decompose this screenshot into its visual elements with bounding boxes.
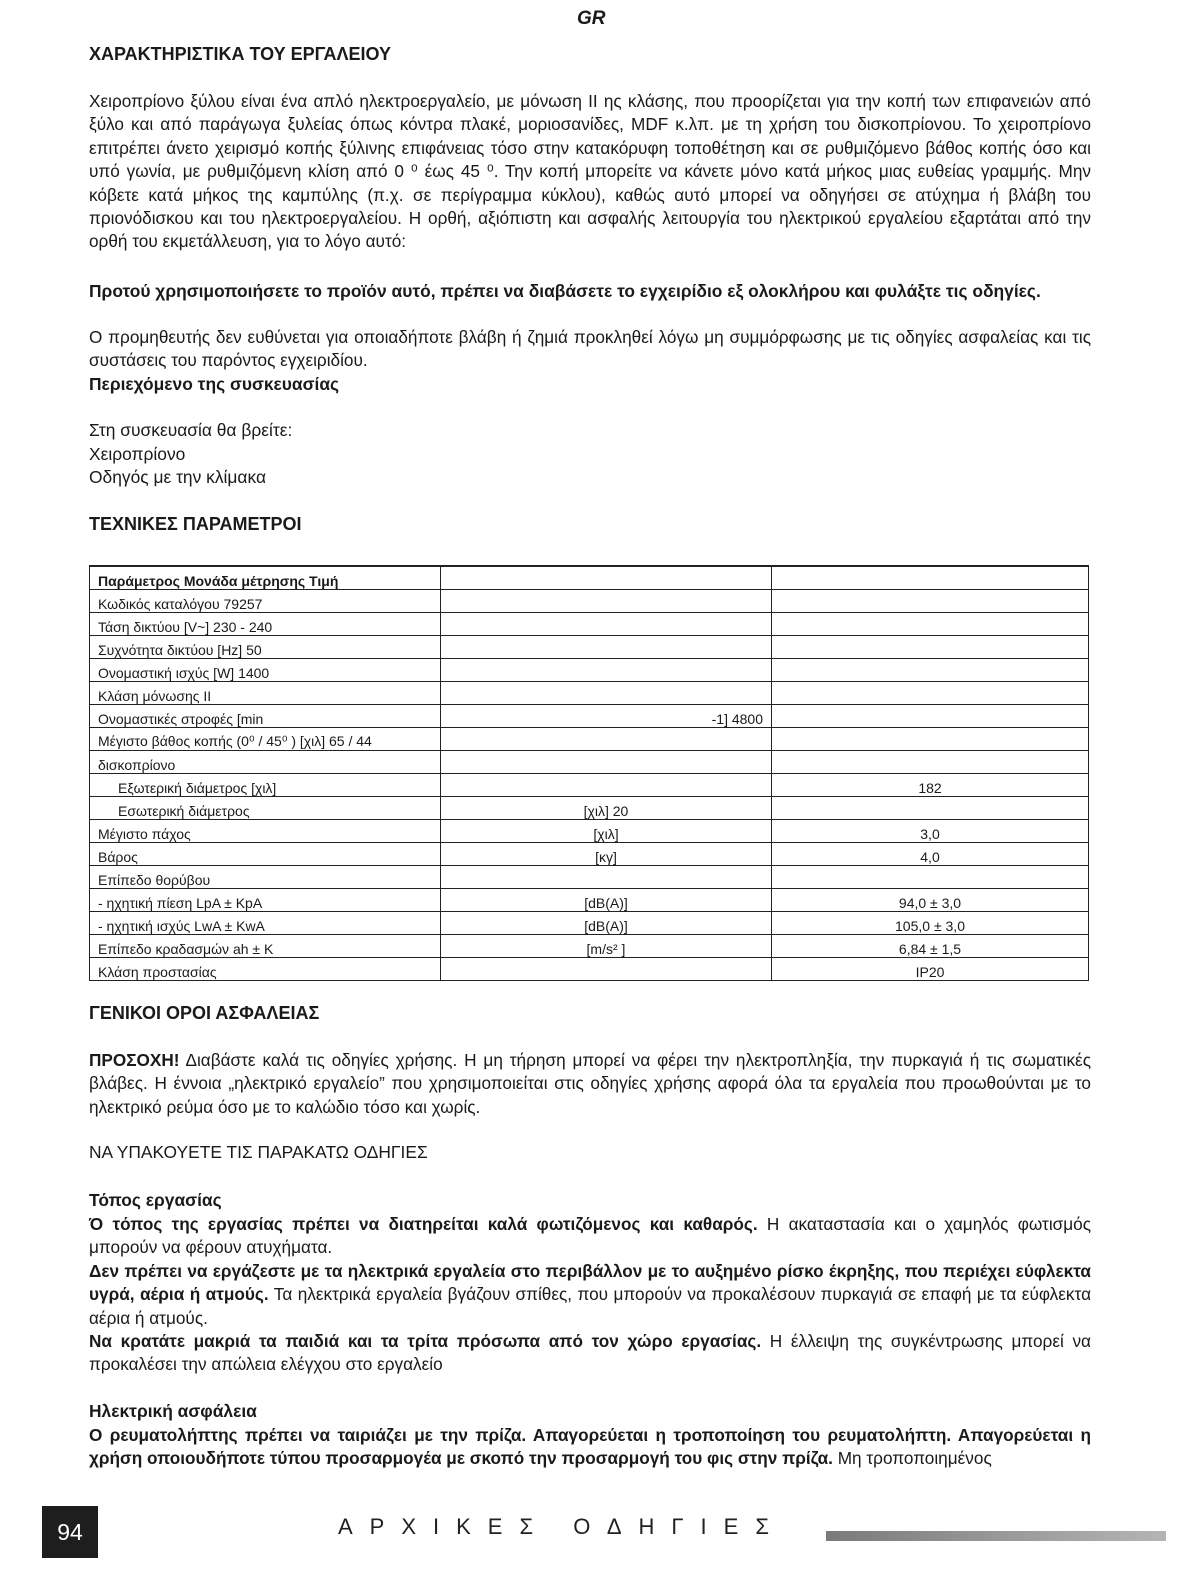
table-cell: 182 xyxy=(772,774,1089,797)
table-cell xyxy=(772,566,1089,590)
table-cell xyxy=(772,797,1089,820)
table-row xyxy=(90,613,1089,636)
table-cell xyxy=(441,659,772,682)
table-cell xyxy=(441,636,772,659)
table-cell: Συχνότητα δικτύου [Hz] 50 xyxy=(90,636,441,659)
electric-safety-title: Ηλεκτρική ασφάλεια xyxy=(89,1401,257,1421)
attention-text: Διαβάστε καλά τις οδηγίες χρήσης. Η μη τήρηση μπορεί να φέρει την ηλεκτροπληξία, την πυρκαγιά ή τις σωματικές βλάβες. Η έννοια „ηλεκτρικό εργαλείο” που χρησιμοποιείται στις οδηγίες χρήσης αφορά όλα τα εργαλεία που προωθούνται με το ηλεκτρικό ρεύμα όσο με το καλώδιο τόσο και χωρίς. xyxy=(89,1050,1091,1117)
section-title-characteristics: ΧΑΡΑΚΤΗΡΙΣΤΙΚΑ ΤΟΥ ΕΡΓΑΛΕΙΟΥ xyxy=(89,44,392,64)
table-cell: -1] 4800 xyxy=(441,705,772,728)
tech-params-title: ΤΕΧΝΙΚΕΣ ΠΑΡΑΜΕΤΡΟΙ xyxy=(89,514,302,534)
table-cell: δισκοπρίονο xyxy=(90,751,441,774)
table-cell: Μέγιστο βάθος κοπής (0⁰ / 45⁰ ) [χιλ] 65 / 44 xyxy=(90,728,441,751)
language-code: GR xyxy=(577,8,606,29)
workplace-rule xyxy=(89,1213,1091,1260)
table-cell xyxy=(772,613,1089,636)
description-text: Χειροπρίονο ξύλου είναι ένα απλό ηλεκτροεργαλείο, με μόνωση II ης κλάσης, που προορίζεται για την κοπή των επιφανειών από ξύλο και από παράγωγα ξυλείας όπως κόντρα πλακέ, μοριοσανίδες, MDF κ.λπ. με τη χρήση του δισκοπρίονου. Το χειροπρίονο επιτρέπει άνετο χειρισμό κοπής ξύλινης επιφάνειας τόσο στην κατακόρυφη τοποθέτηση και σε ρυθμιζόμενο βάθος κοπής όσο και υπό γωνία, με ρυθμιζόμενη κλίση από 0 ⁰ έως 45 ⁰. Την κοπή μπορείτε να κάνετε μόνο κατά μήκος μιας ευθείας γραμμής. Μην κόβετε κατά μήκος της καμπύλης (π.χ. σε περίγραμμα κύκλου), καθώς αυτό μπορεί να οδηγήσει σε ατύχημα ή βλάβη του πριονόδισκου και του ηλεκτροεργαλείου. Η ορθή, αξιόπιστη και ασφαλής λειτουργία του ηλεκτρικού εργαλείου εξαρτάται από την ορθή του εκμετάλλευση, για το λόγο αυτό: xyxy=(89,91,1091,252)
table-row xyxy=(90,774,1089,797)
table-cell: Παράμετρος Μονάδα μέτρησης Τιμή xyxy=(90,566,441,590)
table-row xyxy=(90,797,1089,820)
table-row xyxy=(90,566,1089,590)
page-number: 94 xyxy=(42,1506,98,1558)
table-cell: - ηχητική ισχύς LwA ± KwA xyxy=(90,912,441,935)
table-cell xyxy=(772,705,1089,728)
table-cell: IP20 xyxy=(772,958,1089,981)
table-cell: 105,0 ± 3,0 xyxy=(772,912,1089,935)
table-cell xyxy=(441,866,772,889)
table-row xyxy=(90,705,1089,728)
rule-text: Η ακαταστασία και ο χαμηλός φωτισμός μπορούν να φέρουν ατυχήματα. xyxy=(89,1214,1091,1258)
table-row xyxy=(90,935,1089,958)
tech-params-table xyxy=(89,565,1089,981)
table-cell xyxy=(772,659,1089,682)
obey-instructions: ΝΑ ΥΠΑΚΟΥΕΤΕ ΤΙΣ ΠΑΡΑΚΑΤΩ ΟΔΗΓΙΕΣ xyxy=(89,1142,428,1162)
table-row xyxy=(90,912,1089,935)
rule-bold: Να κρατάτε μακριά τα παιδιά και τα τρίτα πρόσωπα από τον χώρο εργασίας. xyxy=(89,1331,762,1352)
table-row xyxy=(90,820,1089,843)
footer-title: ΑΡΧΙΚΕΣ ΟΔΗΓΙΕΣ xyxy=(338,1514,786,1539)
table-row xyxy=(90,889,1089,912)
table-cell: [χιλ] 20 xyxy=(441,797,772,820)
electric-safety-rules xyxy=(89,1424,1091,1471)
table-cell xyxy=(441,728,772,751)
table-cell: Εσωτερική διάμετρος xyxy=(90,797,441,820)
table-cell: Ονομαστικές στροφές [min xyxy=(90,705,441,728)
table-cell: Μέγιστο πάχος xyxy=(90,820,441,843)
table-row xyxy=(90,590,1089,613)
table-cell: [dB(A)] xyxy=(441,912,772,935)
rule-text: Η έλλειψη της συγκέντρωσης μπορεί να προκαλέσει την απώλεια ελέγχου στο εργαλείο xyxy=(89,1331,1091,1375)
workplace-rule xyxy=(89,1330,1091,1377)
table-cell: [dB(A)] xyxy=(441,889,772,912)
table-cell: 4,0 xyxy=(772,843,1089,866)
table-cell xyxy=(772,682,1089,705)
table-cell: Κλάση μόνωσης II xyxy=(90,682,441,705)
workplace-rules xyxy=(89,1213,1091,1377)
table-row xyxy=(90,728,1089,751)
table-cell: [κγ] xyxy=(441,843,772,866)
table-row xyxy=(90,866,1089,889)
table-cell xyxy=(441,958,772,981)
table-cell xyxy=(441,566,772,590)
table-row xyxy=(90,958,1089,981)
rule-text: Τα ηλεκτρικά εργαλεία βγάζουν σπίθες, που μπορούν να προκαλέσουν πυρκαγιά σε επαφή με τα εύφλεκτα αέρια ή ατμούς. xyxy=(89,1284,1092,1328)
table-cell: Εξωτερική διάμετρος [χιλ] xyxy=(90,774,441,797)
table-cell: Επίπεδο θορύβου xyxy=(90,866,441,889)
table-cell: Κλάση προστασίας xyxy=(90,958,441,981)
table-row xyxy=(90,751,1089,774)
footer-bar xyxy=(826,1531,1166,1541)
table-cell xyxy=(441,613,772,636)
workplace-rule xyxy=(89,1260,1091,1330)
attention-label: ΠΡΟΣΟΧΗ! xyxy=(89,1050,180,1070)
table-cell: [χιλ] xyxy=(441,820,772,843)
rule-bold: Ο ρευματολήπτης πρέπει να ταιριάζει με την πρίζα. Απαγορεύεται η τροποποίηση του ρευματολήπτη. Απαγορεύεται η χρήση οποιουδήποτε τύπου προσαρμογέα με σκοπό την προσαρμογή του φις στην πρίζα. xyxy=(89,1425,1091,1469)
table-cell: Ονομαστική ισχύς [W] 1400 xyxy=(90,659,441,682)
table-cell: Κωδικός καταλόγου 79257 xyxy=(90,590,441,613)
table-cell: Τάση δικτύου [V~] 230 - 240 xyxy=(90,613,441,636)
rule-text: Μη τροποποιημένος xyxy=(832,1448,992,1469)
table-cell xyxy=(772,751,1089,774)
workplace-title: Τόπος εργασίας xyxy=(89,1190,222,1210)
table-row xyxy=(90,682,1089,705)
package-title: Περιεχόμενο της συσκευασίας xyxy=(89,374,340,394)
table-row xyxy=(90,843,1089,866)
table-cell xyxy=(772,590,1089,613)
read-manual-warning: Προτού χρησιμοποιήσετε το προϊόν αυτό, πρέπει να διαβάσετε το εγχειρίδιο εξ ολοκλήρου και φυλάξτε τις οδηγίες. xyxy=(89,281,1041,301)
table-cell xyxy=(772,866,1089,889)
table-cell xyxy=(772,728,1089,751)
table-cell xyxy=(441,682,772,705)
rule-bold: Δεν πρέπει να εργάζεστε με τα ηλεκτρικά εργαλεία στο περιβάλλον με το αυξημένο ρίσκο έκρηξης, που περιέχει εύφλεκτα υγρά, αέρια ή ατμούς. xyxy=(89,1260,1091,1305)
package-item: Οδηγός με την κλίμακα xyxy=(89,467,266,487)
table-cell: 6,84 ± 1,5 xyxy=(772,935,1089,958)
table-cell xyxy=(441,774,772,797)
attention-paragraph xyxy=(89,1049,1091,1119)
table-cell: [m/s² ] xyxy=(441,935,772,958)
table-cell: Βάρος xyxy=(90,843,441,866)
safety-title: ΓΕΝΙΚΟΙ ΟΡΟΙ ΑΣΦΑΛΕΙΑΣ xyxy=(89,1003,320,1023)
table-cell: Επίπεδο κραδασμών ah ± K xyxy=(90,935,441,958)
package-item: Χειροπρίονο xyxy=(89,444,186,464)
table-row xyxy=(90,659,1089,682)
table-cell: 3,0 xyxy=(772,820,1089,843)
table-cell xyxy=(441,751,772,774)
description-paragraph xyxy=(89,90,1091,254)
disclaimer-paragraph: Ο προμηθευτής δεν ευθύνεται για οποιαδήποτε βλάβη ή ζημιά προκληθεί λόγω μη συμμόρφωσης με τις οδηγίες ασφαλείας και τις συστάσεις του παρόντος εγχειριδίου. xyxy=(89,327,1091,371)
table-cell xyxy=(772,636,1089,659)
table-cell xyxy=(441,590,772,613)
table-row xyxy=(90,636,1089,659)
table-cell: 94,0 ± 3,0 xyxy=(772,889,1089,912)
rule-bold: Ό τόπος της εργασίας πρέπει να διατηρείται καλά φωτιζόμενος και καθαρός. xyxy=(89,1214,758,1234)
table-cell: - ηχητική πίεση LpA ± KpA xyxy=(90,889,441,912)
package-intro: Στη συσκευασία θα βρείτε: xyxy=(89,420,293,440)
